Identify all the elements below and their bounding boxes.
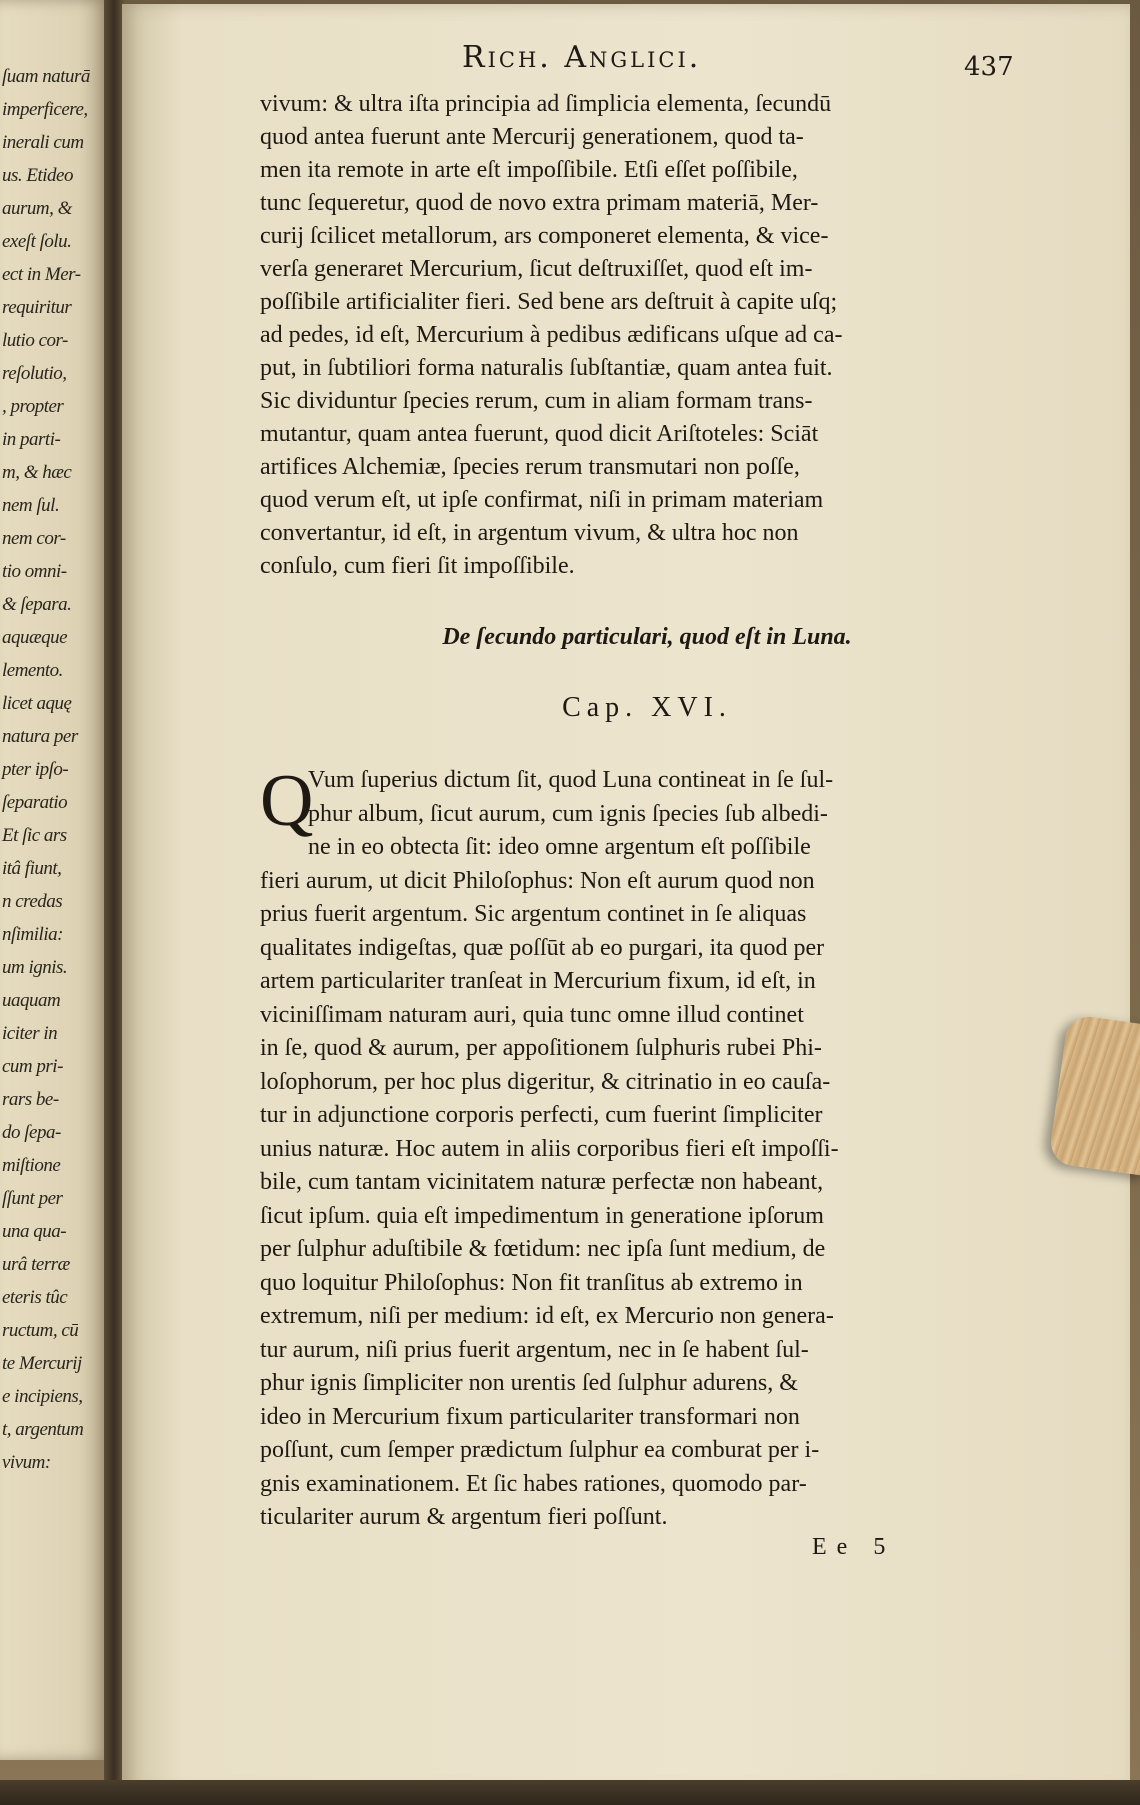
drop-cap: Q [260,760,314,842]
body-text [260,88,1030,583]
right-page [122,4,1130,1792]
chapter-line: ne in eo obtecta ſit: ideo omne argentum eſt poſſibile [308,834,811,860]
left-page-line: ructum, cū [2,1320,79,1341]
chapter-line: ſicut ipſum. quia eſt impedimentum in generatione ipſorum [260,1202,824,1229]
left-page-line: uaquam [2,990,61,1011]
left-page-line: imperficere, [2,99,88,120]
text-line: men ita remote in arte eſt impoſſibile. Etſi eſſet poſſibile, [260,157,798,183]
left-page-line: t, argentum [2,1419,84,1440]
left-page-line: n credas [2,891,63,912]
left-page-line: in parti- [2,429,61,450]
text-line: mutantur, quam antea fuerunt, quod dicit Ariſtoteles: Sciāt [260,421,819,447]
left-page-line: um ignis. [2,957,68,978]
left-page-line: nem ſul. [2,495,60,516]
left-page-line: eteris tûc [2,1287,68,1308]
left-page-line: e incipiens, [2,1386,83,1407]
chapter-line: prius fuerit argentum. Sic argentum continet in ſe aliquas [260,901,807,927]
left-page-line: tio omni- [2,561,67,582]
chapter-line: viciniſſimam naturam auri, quia tunc omne illud continet [260,1001,804,1028]
left-page-line: reſolutio, [2,363,67,384]
text-line: tunc ſequeretur, quod de novo extra primam materiā, Mer- [260,190,819,216]
chapter-line: unius naturæ. Hoc autem in aliis corporibus fieri eſt impoſſi- [260,1135,839,1162]
chapter-line: per ſulphur aduſtibile & fœtidum: nec ipſa ſunt medium, de [260,1236,826,1262]
left-page-line: us. Etideo [2,165,73,186]
chapter-line: in ſe, quod & aurum, per appoſitionem ſulphuris rubei Phi- [260,1035,822,1061]
left-page-line: nſimilia: [2,924,63,945]
left-page-line: una qua- [2,1221,67,1242]
left-page-line: miſtione [2,1155,61,1176]
left-page-line: urâ terræ [2,1254,70,1275]
text-line: quod antea fuerunt ante Mercurij generationem, quod ta- [260,124,804,150]
chapter-line: loſophorum, per hoc plus digeritur, & citrinatio in eo cauſa- [260,1068,831,1095]
left-page [0,0,112,1760]
chapter-line: extremum, niſi per medium: id eſt, ex Mercurio non genera- [260,1303,834,1329]
left-page-line: requiritur [2,297,72,318]
left-page-line: & ſepara. [2,594,72,615]
text-line: Sic dividuntur ſpecies rerum, cum in aliam formam trans- [260,388,813,414]
left-page-line: ſeparatio [2,792,68,813]
left-page-line: m, & hæc [2,462,72,483]
left-page-line: lemento. [2,660,63,681]
left-page-line: itâ fiunt, [2,858,62,879]
left-page-text [0,60,108,1479]
left-page-line: lutio cor- [2,330,68,351]
left-page-line: inerali cum [2,132,84,153]
page-bottom-edge [0,1780,1140,1805]
chapter-line: fieri aurum, ut dicit Philoſophus: Non eſt aurum quod non [260,867,815,894]
chapter-text [260,760,1030,1535]
chapter-line: ticulariter aurum & argentum fieri poſſunt. [260,1504,668,1530]
chapter-line: ideo in Mercurium fixum particulariter transformari non [260,1403,800,1430]
left-page-line: , propter [2,396,64,417]
section-heading: De ſecundo particulari, quod eſt in Luna. [442,624,852,650]
chapter-heading: Cap. XVI. [562,692,732,723]
chapter-line: tur aurum, niſi prius fuerit argentum, nec in ſe habent ſul- [260,1336,809,1363]
signature-mark: Ee 5 [812,1534,896,1560]
chapter-line: qualitates indigeſtas, quæ poſſūt ab eo purgari, ita quod per [260,934,825,961]
text-line: poſſibile artificialiter fieri. Sed bene ars deſtruit à capite uſq; [260,289,838,315]
chapter-line: artem particulariter tranſeat in Mercurium fixum, id eſt, in [260,968,816,994]
left-page-line: nem cor- [2,528,66,549]
left-page-line: ect in Mer- [2,264,81,285]
text-line: curij ſcilicet metallorum, ars componeret elementa, & vice- [260,223,829,249]
left-page-line: ſuam naturā [2,66,90,87]
text-line: convertantur, id eſt, in argentum vivum, & ultra hoc non [260,520,799,546]
left-page-line: cum pri- [2,1056,63,1077]
left-page-line: iciter in [2,1023,58,1044]
left-page-line: licet aquę [2,693,72,714]
text-line: vivum: & ultra iſta principia ad ſimplicia elementa, ſecundū [260,91,832,117]
page-number: 437 [964,52,1014,82]
text-line: artifices Alchemiæ, ſpecies rerum transmutari non poſſe, [260,454,800,480]
left-page-line: ſſunt per [2,1188,63,1209]
text-line: conſulo, cum fieri ſit impoſſibile. [260,553,575,579]
text-line: verſa generaret Mercurium, ſicut deſtruxiſſet, quod eſt im- [260,256,813,282]
left-page-line: Et ſic ars [2,825,67,846]
page-header [332,40,1014,82]
left-page-line: natura per [2,726,78,747]
left-page-line: aquæque [2,627,68,648]
text-line: put, in ſubtiliori forma naturalis ſubſtantiæ, quam antea fuit. [260,355,833,381]
chapter-line: phur album, ſicut aurum, cum ignis ſpecies ſub albedi- [308,800,828,827]
left-page-line: pter ipſo- [2,759,69,780]
left-page-line: te Mercurij [2,1353,82,1374]
chapter-line: gnis examinationem. Et ſic habes rationes, quomodo par- [260,1470,807,1497]
chapter-line: tur in adjunctione corporis perfecti, cum fuerint ſimpliciter [260,1102,823,1128]
text-line: quod verum eſt, ut ipſe confirmat, niſi in primam materiam [260,487,824,513]
chapter-line: Vum ſuperius dictum ſit, quod Luna contineat in ſe ſul- [308,767,834,793]
left-page-line: rars be- [2,1089,59,1110]
left-page-line: exeſt ſolu. [2,231,72,252]
chapter-line: poſſunt, cum ſemper prædictum ſulphur ea comburat per i- [260,1437,820,1463]
chapter-line: bile, cum tantam vicinitatem naturæ perfectæ non habeant, [260,1169,824,1195]
text-line: ad pedes, id eſt, Mercurium à pedibus ædificans uſque ad ca- [260,322,843,348]
left-page-line: vivum: [2,1452,51,1473]
running-head: Rich. Anglici. [462,40,702,75]
chapter-line: quo loquitur Philoſophus: Non fit tranſitus ab extremo in [260,1269,803,1296]
chapter-line: phur ignis ſimpliciter non urentis ſed ſulphur adurens, & [260,1370,798,1396]
left-page-line: aurum, & [2,198,72,219]
left-page-line: do ſepa- [2,1122,61,1143]
